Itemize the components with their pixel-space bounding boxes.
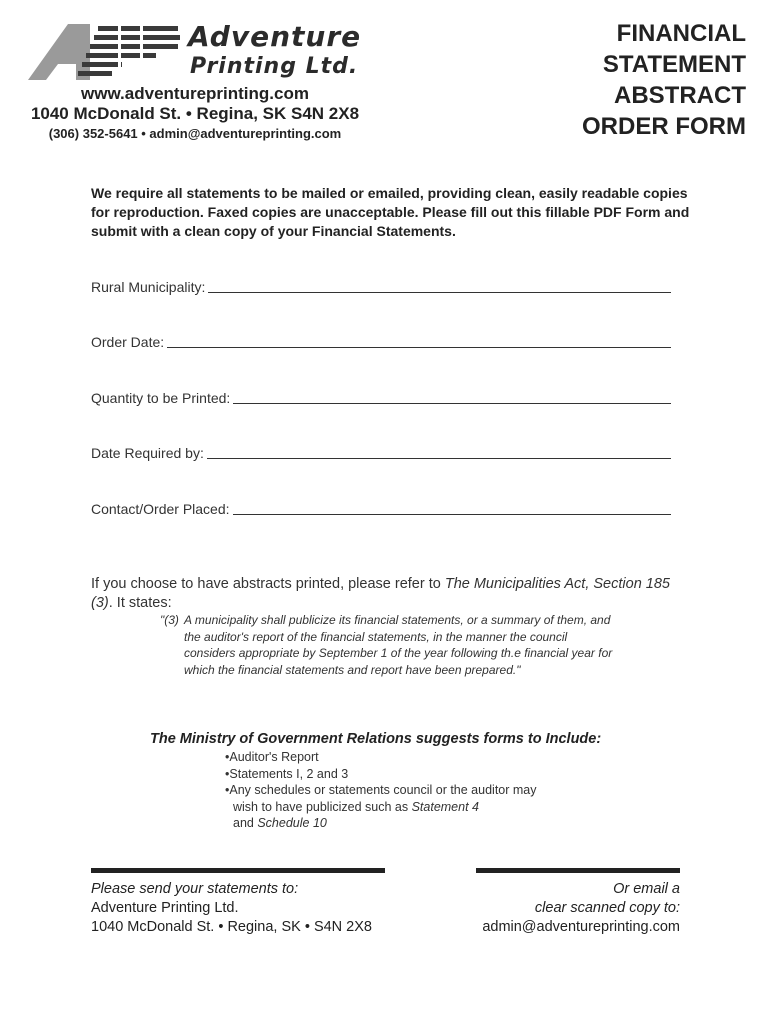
list-item-text: Any schedules or statements council or the auditor may wish to have publicized such as xyxy=(229,783,537,814)
email-line: Or email a xyxy=(613,881,680,897)
mail-address-block xyxy=(91,880,372,937)
field-label: Order Date: xyxy=(91,334,165,350)
brand-subtitle: Printing Ltd. xyxy=(190,54,359,79)
company-contact xyxy=(20,84,370,144)
contact-field xyxy=(91,501,671,517)
divider xyxy=(91,868,385,873)
contact-input[interactable] xyxy=(233,501,671,515)
suggested-forms-list xyxy=(225,749,545,832)
title-line: STATEMENT xyxy=(602,51,746,78)
title-line: ABSTRACT xyxy=(614,82,746,109)
send-name: Adventure Printing Ltd. xyxy=(91,900,239,916)
quantity-field xyxy=(91,390,671,406)
abstract-tail: . It states: xyxy=(108,595,172,611)
field-label: Date Required by: xyxy=(91,445,204,461)
abstract-lead: If you choose to have abstracts printed, please refer to xyxy=(91,576,445,592)
list-item: • Auditor's Report xyxy=(225,749,545,766)
statement-ref: Statement 4 xyxy=(411,799,479,814)
website-link[interactable]: www.adventureprinting.com xyxy=(81,84,309,103)
act-quote xyxy=(160,612,620,678)
brand-name: Adventure xyxy=(188,20,362,53)
list-item xyxy=(225,782,545,832)
abstract-note xyxy=(91,575,691,613)
divider xyxy=(476,868,680,873)
order-date-field xyxy=(91,334,671,350)
quote-body: A municipality shall publicize its financial statements, or a summary of them, and the auditor's report of the financial statements, in the manner the council considers appropriate by September 1 of the year following th.e financial year for which the financial statements and report have been prepared." xyxy=(184,613,613,677)
company-address: 1040 McDonald St. • Regina, SK S4N 2X8 xyxy=(30,104,360,123)
act-reference: The Municipalities Act, Section 185 (3) xyxy=(91,576,670,611)
email-link[interactable]: admin@adventureprinting.com xyxy=(482,919,680,935)
order-date-input[interactable] xyxy=(167,334,671,348)
date-required-input[interactable] xyxy=(207,445,671,459)
form-title xyxy=(526,18,746,142)
field-label: Quantity to be Printed: xyxy=(91,390,231,406)
title-line: ORDER FORM xyxy=(582,113,746,140)
quantity-input[interactable] xyxy=(233,390,671,404)
send-heading: Please send your statements to: xyxy=(91,881,299,897)
field-label: Rural Municipality: xyxy=(91,279,206,295)
date-required-field xyxy=(91,445,671,461)
email-block xyxy=(482,880,680,937)
list-item-text: and xyxy=(233,816,258,830)
title-line: FINANCIAL xyxy=(616,20,746,47)
intro-paragraph: We require all statements to be mailed or emailed, providing clean, easily readable copies for reproduction. Faxed copies are unacceptable. Please fill out this fillable PDF Form and submit with a clean copy of your Financial Statements. xyxy=(91,185,690,239)
list-item: • Statements I, 2 and 3 xyxy=(225,766,545,783)
quote-number: "(3) xyxy=(160,613,179,627)
ap-logo-icon xyxy=(28,24,183,80)
rural-municipality-field xyxy=(91,279,671,295)
ministry-heading: The Ministry of Government Relations suggests forms to Include: xyxy=(150,731,602,747)
email-line: clear scanned copy to: xyxy=(534,900,680,916)
send-address: 1040 McDonald St. • Regina, SK • S4N 2X8 xyxy=(91,919,372,935)
schedule-ref: Schedule 10 xyxy=(257,816,327,830)
field-label: Contact/Order Placed: xyxy=(91,501,230,517)
phone-email: (306) 352-5641 • admin@adventureprinting.com xyxy=(48,126,342,141)
rural-municipality-input[interactable] xyxy=(208,279,671,293)
